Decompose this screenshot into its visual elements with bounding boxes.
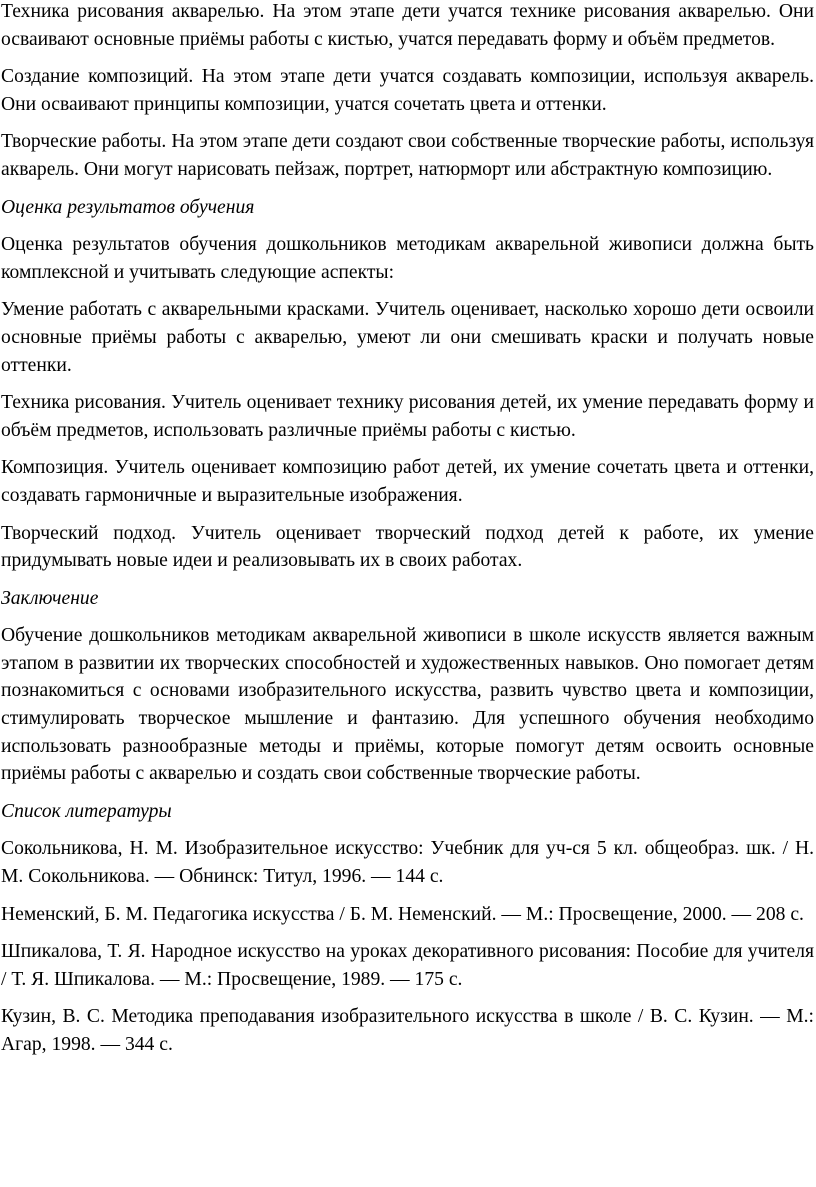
paragraph-assessment-technique: Техника рисования. Учитель оценивает технику рисования детей, их умение передавать форму и объём предметов, использовать различные приёмы работы с кистью. [1, 392, 814, 441]
section-heading-references: Список литературы [1, 800, 172, 822]
paragraph-assessment-intro: Оценка результатов обучения дошкольников методикам акварельной живописи должна быть комплексной и учитывать следующие аспекты: [1, 234, 814, 283]
paragraph-composition-creation: Создание композиций. На этом этапе дети учатся создавать композиции, используя акварель. Они осваивают принципы композиции, учатся сочетать цвета и оттенки. [1, 66, 814, 115]
paragraph-creative-works: Творческие работы. На этом этапе дети создают свои собственные творческие работы, используя акварель. Они могут нарисовать пейзаж, портрет, натюрморт или абстрактную композицию. [1, 131, 814, 180]
reference-item: Кузин, В. С. Методика преподавания изобразительного искусства в школе / В. С. Кузин. — М.: Агар, 1998. — 344 с. [1, 1006, 814, 1055]
reference-item: Неменский, Б. М. Педагогика искусства / Б. М. Неменский. — М.: Просвещение, 2000. — 208 с. [1, 903, 804, 925]
section-heading-conclusion: Заключение [1, 587, 99, 609]
paragraph-assessment-creativity: Творческий подход. Учитель оценивает творческий подход детей к работе, их умение придумывать новые идеи и реализовывать их в своих работах. [1, 522, 814, 572]
reference-item: Сокольникова, Н. М. Изобразительное искусство: Учебник для уч-ся 5 кл. общеобраз. шк. / Н. М. Сокольникова. — Обнинск: Титул, 1996. — 144 с. [1, 838, 814, 888]
reference-item: Шпикалова, Т. Я. Народное искусство на уроках декоративного рисования: Пособие для учителя / Т. Я. Шпикалова. — М.: Просвещение, 1989. — 175 с. [1, 941, 814, 990]
paragraph-assessment-paints: Умение работать с акварельными красками. Учитель оценивает, насколько хорошо дети освоили основные приёмы работы с акварелью, умеют ли они смешивать краски и получать новые оттенки. [1, 299, 814, 376]
section-heading-assessment: Оценка результатов обучения [1, 196, 255, 218]
paragraph-watercolor-technique: Техника рисования акварелью. На этом этапе дети учатся технике рисования акварелью. Они осваивают основные приёмы работы с кистью, учатся передавать форму и объём предметов. [1, 1, 814, 50]
paragraph-conclusion: Обучение дошкольников методикам акварельной живописи в школе искусств является важным этапом в развитии их творческих способностей и художественных навыков. Оно помогает детям познакомиться с основами изобразительного искусства, развить чувство цвета и композиции, стимулировать творческое мышление и фантазию. Для успешного обучения необходимо использовать разнообразные методы и приёмы, которые помогут детям освоить основные приёмы работы с акварелью и создать свои собственные творческие работы. [1, 625, 814, 785]
paragraph-assessment-composition: Композиция. Учитель оценивает композицию работ детей, их умение сочетать цвета и оттенки, создавать гармоничные и выразительные изображения. [1, 457, 814, 506]
